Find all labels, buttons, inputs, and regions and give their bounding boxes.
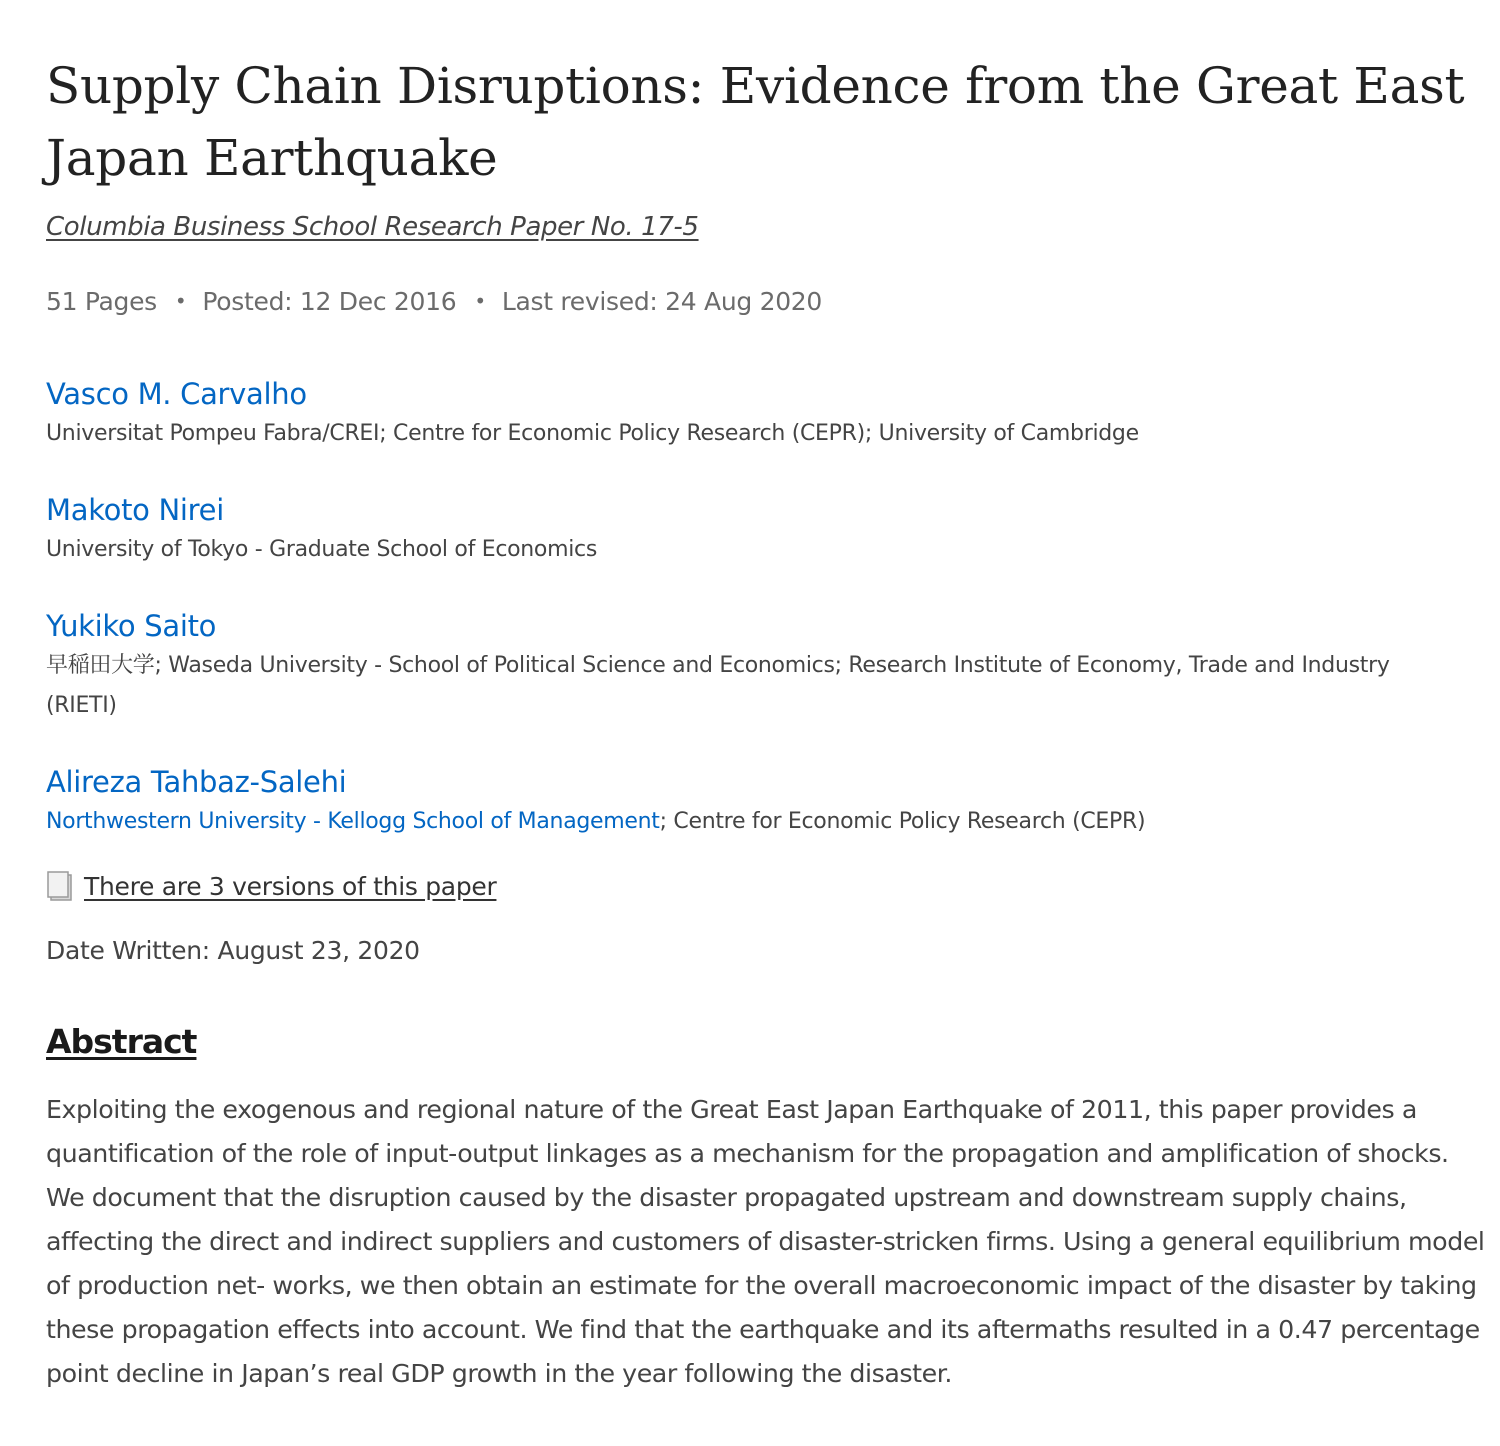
separator-dot: • (474, 289, 486, 313)
author-affiliation: University of Tokyo - Graduate School of Economics (46, 537, 597, 562)
author-affiliation: Universitat Pompeu Fabra/CREI; Centre for Economic Policy Research (CEPR); University of Cambridge (46, 421, 1139, 446)
author-name-link[interactable]: Vasco M. Carvalho (46, 377, 307, 411)
versions-link[interactable]: There are 3 versions of this paper (84, 871, 497, 901)
author-block (46, 374, 1466, 454)
author-block (46, 606, 1466, 726)
author-name-link[interactable]: Yukiko Saito (46, 609, 217, 643)
date-written: Date Written: August 23, 2020 (46, 936, 420, 965)
page-count: 51 Pages (46, 287, 157, 316)
author-affiliation (46, 802, 1466, 842)
paper-meta (46, 287, 822, 316)
series-link[interactable]: Columbia Business School Research Paper No. 17-5 (46, 212, 699, 242)
abstract-heading: Abstract (46, 1022, 197, 1061)
posted-date: Posted: 12 Dec 2016 (202, 287, 457, 316)
author-block (46, 490, 1466, 570)
versions-row[interactable] (46, 870, 496, 902)
affiliation-text: ; Centre for Economic Policy Research (CEPR) (659, 809, 1146, 834)
affiliation-link[interactable]: Northwestern University - Kellogg School of Management (46, 809, 660, 834)
author-block (46, 762, 1466, 842)
author-affiliation: 早稲田大学; Waseda University - School of Political Science and Economics; Research Institute of Economy, Trade and Industry (RIETI) (46, 653, 1390, 718)
author-name-link[interactable]: Makoto Nirei (46, 493, 224, 527)
author-name-link[interactable]: Alireza Tahbaz-Salehi (46, 765, 347, 799)
document-icon (46, 870, 74, 902)
separator-dot: • (174, 289, 187, 313)
revised-date: Last revised: 24 Aug 2020 (501, 287, 823, 316)
abstract-text: Exploiting the exogenous and regional nature of the Great East Japan Earthquake of 2011, this paper provides a quantification of the role of input-output linkages as a mechanism for the propagation and amplification of shocks. We document that the disruption caused by the disaster propagated upstream and downstream supply chains, affecting the direct and indirect suppliers and customers of disaster-stricken firms. Using a general equilibrium model of production net- works, we then obtain an estimate for the overall macroeconomic impact of the disaster by taking these propagation effects into account. We find that the earthquake and its aftermaths resulted in a 0.47 percentage point decline in Japan’s real GDP growth in the year following the disaster. (46, 1095, 1485, 1388)
paper-title: Supply Chain Disruptions: Evidence from the Great East Japan Earthquake (46, 57, 1465, 187)
